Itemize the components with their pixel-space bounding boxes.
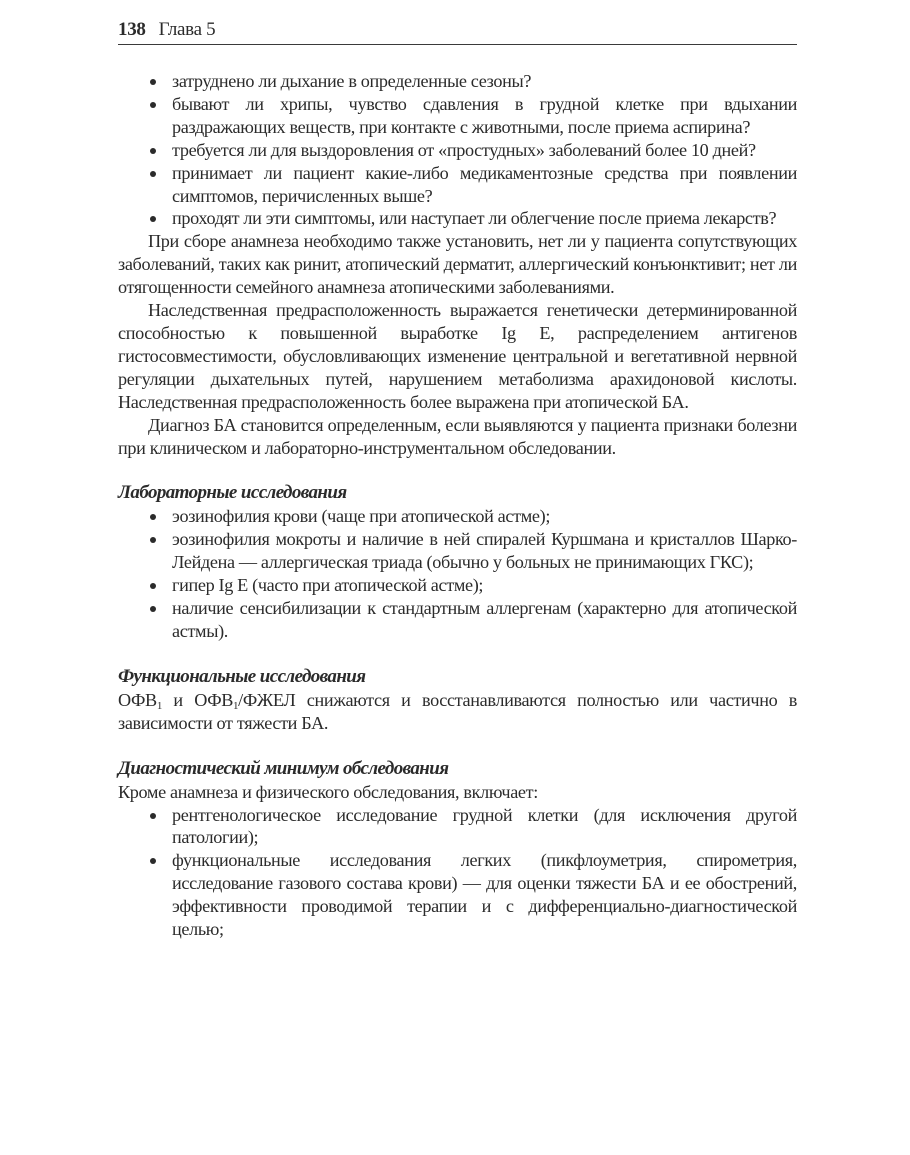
minimum-tests-list (118, 804, 797, 941)
bullet-icon (150, 514, 156, 520)
spacer (118, 643, 797, 665)
chapter-title: Глава 5 (158, 19, 216, 40)
running-header (118, 18, 797, 45)
list-item: бывают ли хрипы, чувство сдавления в грудной клетке при вдыхании раздражающих веществ, при контакте с животными, после приема аспирина? (172, 93, 797, 139)
list-item: эозинофилия мокроты и наличие в ней спиралей Куршмана и кристаллов Шарко-Лейдена — аллергическая триада (обычно у больных не принимающих ГКС); (172, 528, 797, 574)
bullet-icon (150, 148, 156, 154)
bullet-icon (150, 102, 156, 108)
bullet-icon (150, 813, 156, 819)
bullet-icon (150, 216, 156, 222)
bullet-icon (150, 171, 156, 177)
paragraph-comorbidities: При сборе анамнеза необходимо также установить, нет ли у пациента сопутствующих заболеваний, таких как ринит, атопический дерматит, аллергический конъюнктивит; нет ли отягощенности семейного анамнеза атопическими заболеваниями. (118, 231, 797, 298)
paragraph-diagnosis: Диагноз БА становится определенным, если выявляются у пациента признаки болезни при клиническом и лабораторно-инструментальном обследовании. (118, 414, 797, 458)
spacer (118, 459, 797, 481)
list-item: эозинофилия крови (чаще при атопической астме); (172, 505, 797, 528)
list-item: гипер Ig E (часто при атопической астме); (172, 574, 797, 597)
bullet-icon (150, 537, 156, 543)
spacer (118, 735, 797, 757)
book-page (118, 18, 797, 941)
list-item: рентгенологическое исследование грудной клетки (для исключения другой патологии); (172, 804, 797, 850)
spacer (118, 45, 797, 70)
paragraph-minimum-lead: Кроме анамнеза и физического обследования, включает: (118, 781, 538, 802)
bullet-icon (150, 858, 156, 864)
section-heading-functional: Функциональные исследования (118, 665, 366, 687)
paragraph-heredity: Наследственная предрасположенность выражается генетически детерминированной способностью к повышенной выработке Ig E, распределением антигенов гистосовместимости, обусловливающих изменение центральной и вегетативной нервной регуляции дыхательных путей, нарушением метаболизма арахидоновой кислоты. Наследственная предрасположенность более выражена при атопической БА. (118, 300, 797, 412)
list-item: принимает ли пациент какие-либо медикаментозные средства при появлении симптомов, перичисленных выше? (172, 162, 797, 208)
section-heading-lab: Лабораторные исследования (118, 482, 347, 504)
list-item: наличие сенсибилизации к стандартным аллергенам (характерно для атопической астмы). (172, 597, 797, 643)
page-number: 138 (118, 19, 146, 40)
anamnesis-questions-list (118, 70, 797, 230)
bullet-icon (150, 606, 156, 612)
list-item: проходят ли эти симптомы, или наступает ли облегчение после приема лекарств? (172, 207, 797, 230)
paragraph-functional: $ОФВ_1$ и $ОФВ_1$/ФЖЕЛ снижаются и восстанавливаются полностью или частично в зависимости от тяжести БА. (118, 689, 797, 733)
page-body (118, 70, 797, 941)
bullet-icon (150, 583, 156, 589)
list-item: функциональные исследования легких (пикфлоуметрия, спирометрия, исследование газового состава крови) — для оценки тяжести БА и ее обострений, эффективности проводимой терапии и с дифференциально-диагностической целью; (172, 849, 797, 941)
list-item: требуется ли для выздоровления от «простудных» заболеваний более 10 дней? (172, 139, 797, 162)
section-heading-minimum: Диагностический минимум обследования (118, 757, 449, 779)
lab-tests-list (118, 505, 797, 642)
list-item: затруднено ли дыхание в определенные сезоны? (172, 70, 797, 93)
bullet-icon (150, 79, 156, 85)
